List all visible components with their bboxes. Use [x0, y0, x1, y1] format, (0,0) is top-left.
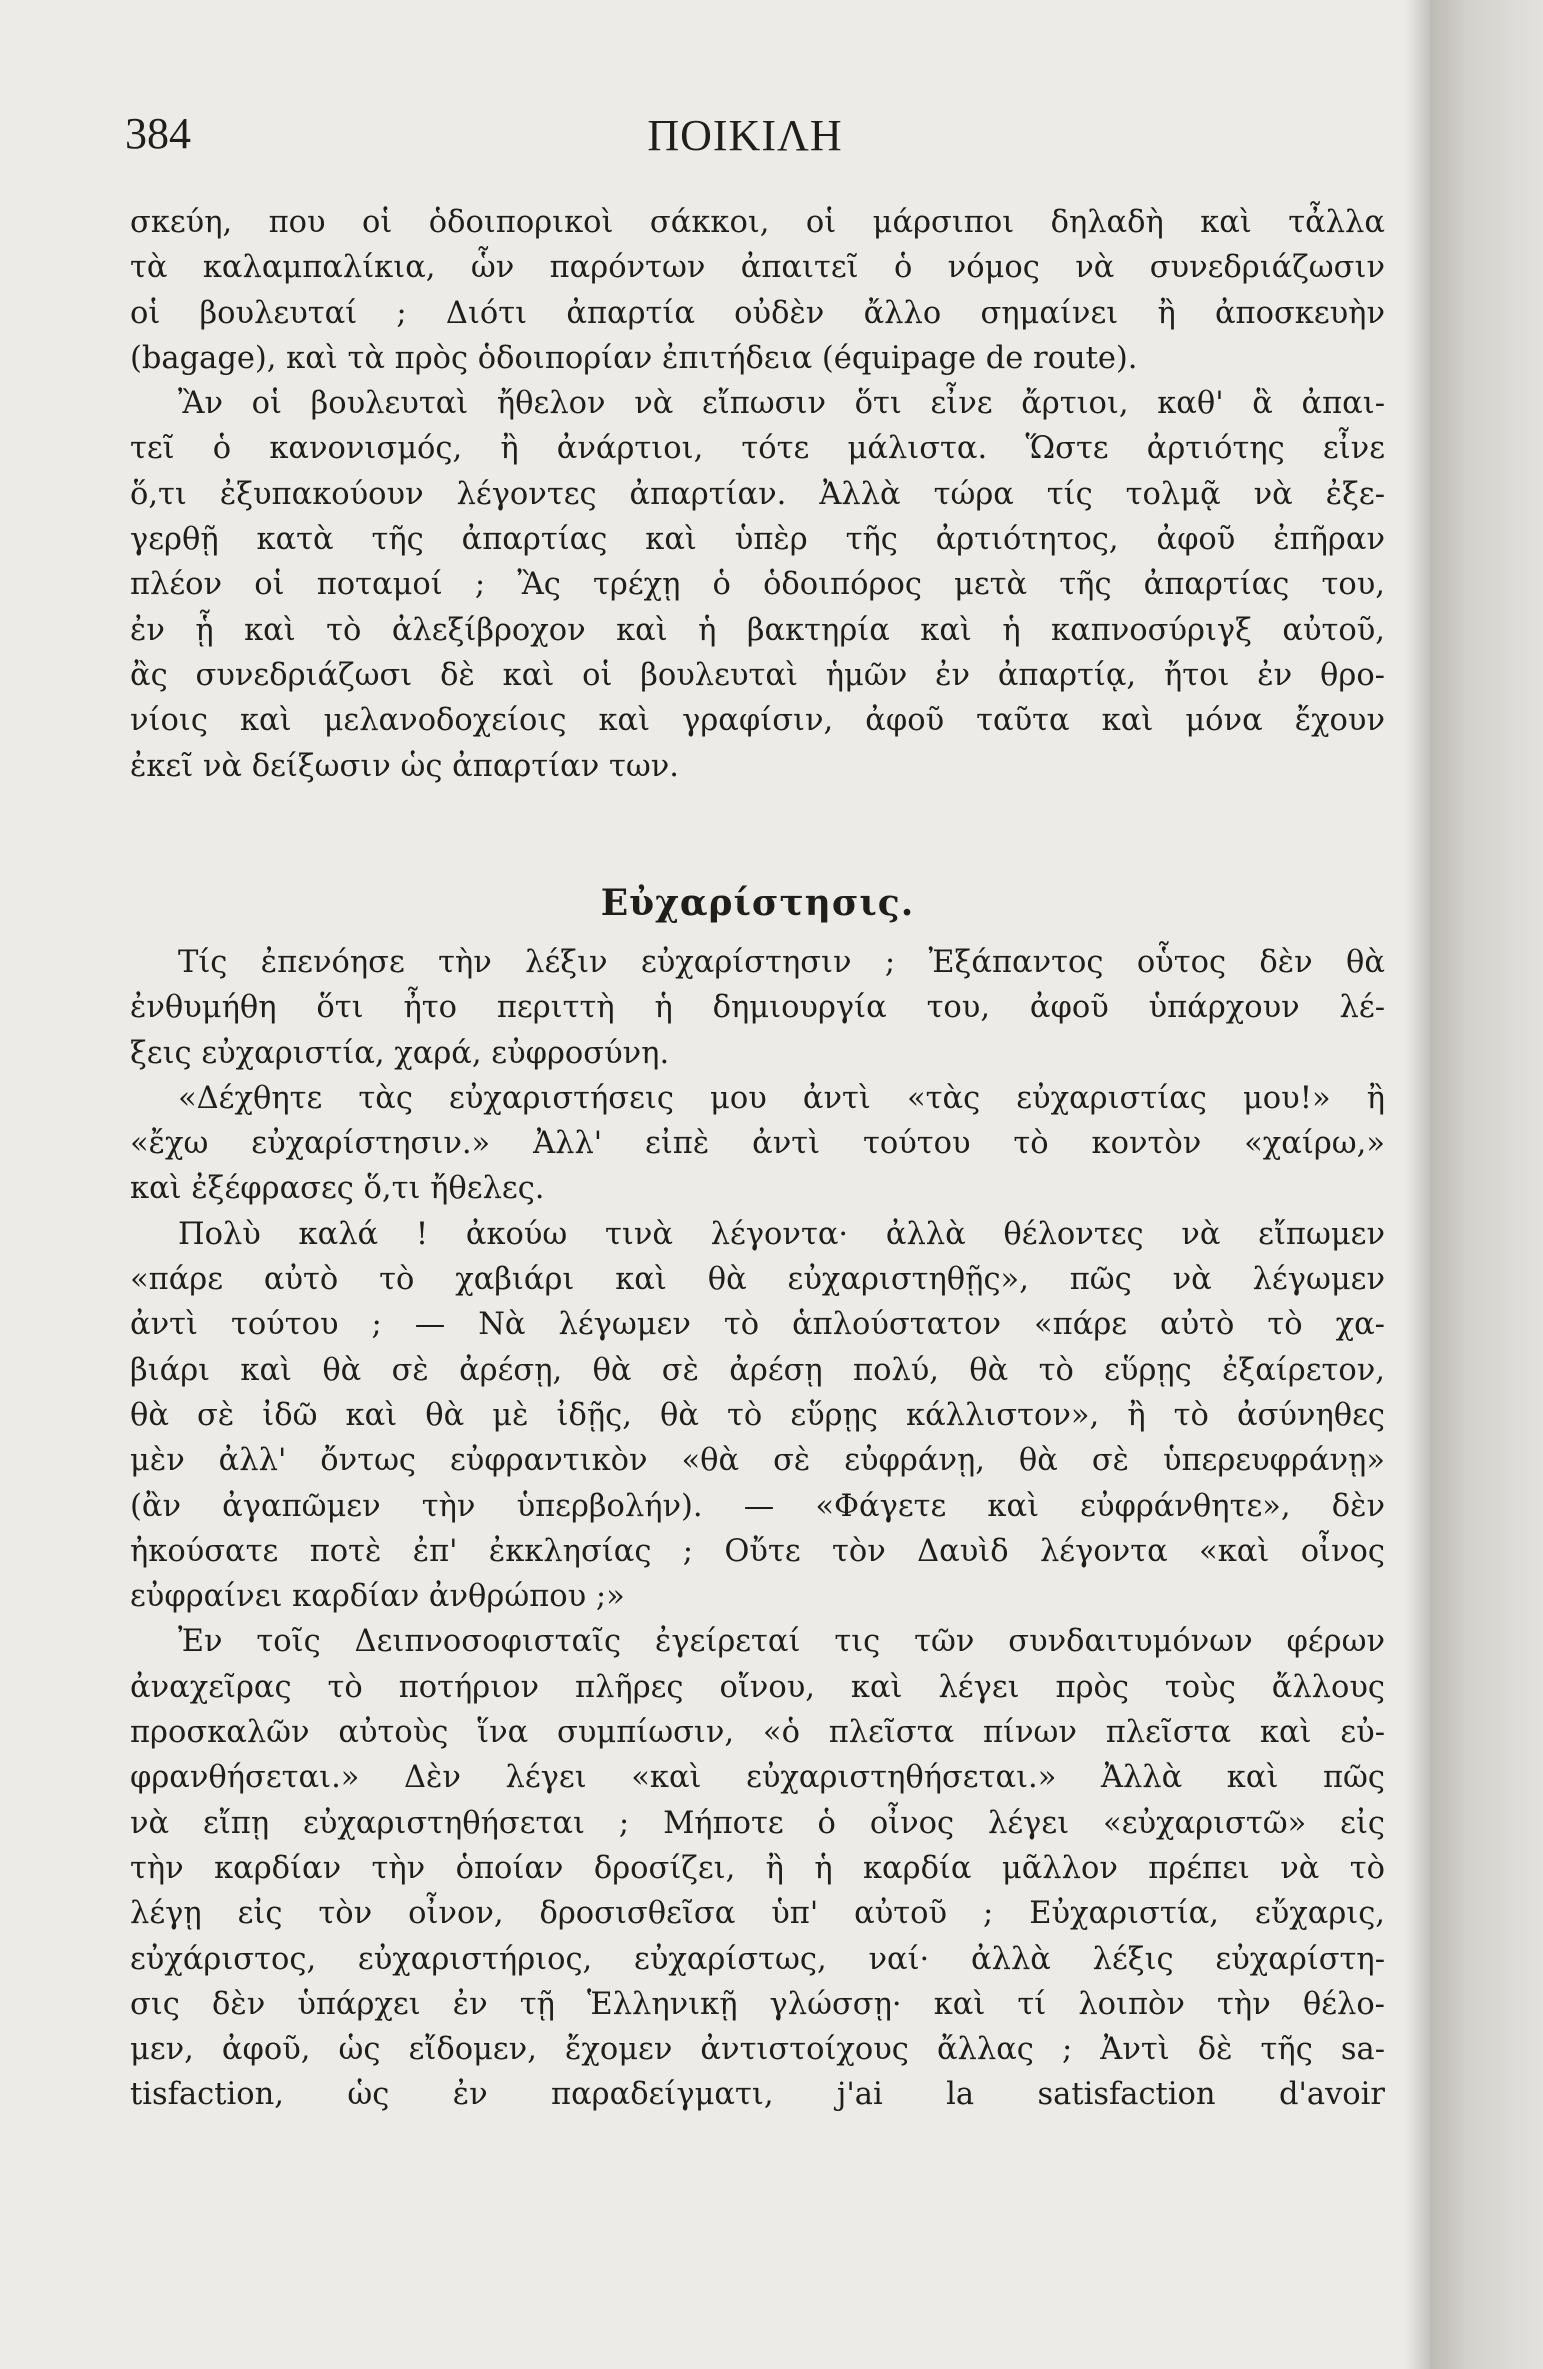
book-gutter	[1430, 0, 1543, 2369]
text-line: «ἔχω εὐχαρίστησιν.» Ἀλλ' εἰπὲ ἀντὶ τούτου τὸ κοντὸν «χαίρω,»	[130, 1126, 1385, 1162]
text-line: μεν, ἀφοῦ, ὡς εἴδομεν, ἔχομεν ἀντιστοίχους ἄλλας ; Ἀντὶ δὲ τῆς sa-	[130, 2032, 1385, 2068]
text-line: Ἂν οἱ βουλευταὶ ἤθελον νὰ εἴπωσιν ὅτι εἶνε ἄρτιοι, καθ' ἃ ἀπαι-	[178, 386, 1385, 422]
text-line: οἱ βουλευταί ; Διότι ἀπαρτία οὐδὲν ἄλλο σημαίνει ἢ ἀποσκευὴν	[130, 295, 1385, 331]
text-line: ὅ,τι ἐξυπακούουν λέγοντες ἀπαρτίαν. Ἀλλὰ τώρα τίς τολμᾷ νὰ ἐξε-	[130, 476, 1385, 512]
text-line: ἐνθυμήθη ὅτι ἦτο περιττὴ ἡ δημιουργία του, ἀφοῦ ὑπάρχουν λέ-	[130, 990, 1385, 1026]
text-line: (ἂν ἀγαπῶμεν τὴν ὑπερβολήν). — «Φάγετε καὶ εὐφράνθητε», δὲν	[130, 1488, 1385, 1524]
text-line: τὴν καρδίαν τὴν ὁποίαν δροσίζει, ἢ ἡ καρδία μᾶλλον πρέπει νὰ τὸ	[130, 1850, 1385, 1886]
text-line: τὰ καλαμπαλίκια, ὧν παρόντων ἀπαιτεῖ ὁ νόμος νὰ συνεδριάζωσιν	[130, 250, 1385, 286]
text-line: μὲν ἀλλ' ὄντως εὐφραντικὸν «θὰ σὲ εὐφράνῃ, θὰ σὲ ὑπερευφράνῃ»	[130, 1443, 1385, 1479]
paragraph-eucharistisis	[130, 940, 1385, 2118]
page-number: 384	[125, 109, 191, 158]
text-line: ἂς συνεδριάζωσι δὲ καὶ οἱ βουλευταὶ ἡμῶν ἐν ἀπαρτίᾳ, ἤτοι ἐν θρο-	[130, 657, 1385, 693]
text-line: Πολὺ καλά ! ἀκούω τινὰ λέγοντα· ἀλλὰ θέλοντες νὰ εἴπωμεν	[178, 1216, 1385, 1252]
text-line: «πάρε αὐτὸ τὸ χαβιάρι καὶ θὰ εὐχαριστηθῇς», πῶς νὰ λέγωμεν	[130, 1262, 1385, 1298]
text-line: γερθῇ κατὰ τῆς ἀπαρτίας καὶ ὑπὲρ τῆς ἀρτιότητος, ἀφοῦ ἐπῆραν	[130, 522, 1385, 558]
text-line: ἐκεῖ νὰ δείξωσιν ὡς ἀπαρτίαν των.	[130, 748, 679, 784]
text-line: εὐχάριστος, εὐχαριστήριος, εὐχαρίστως, ναί· ἀλλὰ λέξις εὐχαρίστη-	[130, 1941, 1385, 1977]
text-line: θὰ σὲ ἰδῶ καὶ θὰ μὲ ἰδῇς, θὰ τὸ εὕρῃς κάλλιστον», ἢ τὸ ἀσύνηθες	[130, 1397, 1385, 1433]
text-line: σκεύη, που οἱ ὁδοιπορικοὶ σάκκοι, οἱ μάρσιποι δηλαδὴ καὶ τἆλλα	[130, 205, 1385, 240]
text-line: λέγῃ εἰς τὸν οἶνον, δροσισθεῖσα ὑπ' αὐτοῦ ; Εὐχαριστία, εὔχαρις,	[130, 1896, 1385, 1932]
text-line: Τίς ἐπενόησε τὴν λέξιν εὐχαρίστησιν ; Ἐξάπαντος οὗτος δὲν θὰ	[178, 945, 1385, 980]
text-line: ἀντὶ τούτου ; — Νὰ λέγωμεν τὸ ἁπλούστατον «πάρε αὐτὸ τὸ χα-	[130, 1307, 1385, 1343]
section-heading: Εὐχαρίστησις.	[600, 882, 915, 924]
text-line: βιάρι καὶ θὰ σὲ ἀρέσῃ, θὰ σὲ ἀρέσῃ πολύ, θὰ τὸ εὕρῃς ἐξαίρετον,	[130, 1352, 1385, 1388]
text-line: ἠκούσατε ποτὲ ἐπ' ἐκκλησίας ; Οὔτε τὸν Δαυὶδ λέγοντα «καὶ οἶνος	[130, 1533, 1385, 1569]
page-header	[125, 108, 1365, 168]
text-line: tisfaction, ὡς ἐν παραδείγματι, j'ai la satisfaction d'avoir	[130, 2077, 1385, 2113]
page-edge-shadow	[1405, 0, 1431, 2369]
text-line: προσκαλῶν αὐτοὺς ἵνα συμπίωσιν, «ὁ πλεῖστα πίνων πλεῖστα καὶ εὐ-	[130, 1715, 1385, 1751]
text-line: νὰ εἴπῃ εὐχαριστηθήσεται ; Μήποτε ὁ οἶνος λέγει «εὐχαριστῶ» εἰς	[130, 1805, 1385, 1841]
text-line: Ἐν τοῖς Δειπνοσοφισταῖς ἐγείρεταί τις τῶν συνδαιτυμόνων φέρων	[178, 1624, 1385, 1660]
text-line: «Δέχθητε τὰς εὐχαριστήσεις μου ἀντὶ «τὰς εὐχαριστίας μου!» ἢ	[178, 1080, 1385, 1116]
text-line: ἀναχεῖρας τὸ ποτήριον πλῆρες οἴνου, καὶ λέγει πρὸς τοὺς ἄλλους	[130, 1669, 1385, 1705]
text-line: (bagage), καὶ τὰ πρὸς ὁδοιπορίαν ἐπιτήδεια (équipage de route).	[130, 340, 1138, 376]
text-line: ξεις εὐχαριστία, χαρά, εὐφροσύνη.	[130, 1035, 670, 1071]
text-line: ἐν ᾗ καὶ τὸ ἀλεξίβροχον καὶ ἡ βακτηρία καὶ ἡ καπνοσύριγξ αὐτοῦ,	[130, 612, 1385, 648]
text-line: νίοις καὶ μελανοδοχείοις καὶ γραφίσιν, ἀφοῦ ταῦτα καὶ μόνα ἔχουν	[130, 703, 1385, 739]
text-line: φρανθήσεται.» Δὲν λέγει «καὶ εὐχαριστηθήσεται.» Ἀλλὰ καὶ πῶς	[130, 1760, 1385, 1796]
running-title: ΠΟΙΚΙΛΗ	[647, 111, 843, 160]
text-line: σις δὲν ὑπάρχει ἐν τῇ Ἑλληνικῇ γλώσσῃ· καὶ τί λοιπὸν τὴν θέλο-	[130, 1986, 1385, 2022]
paragraph-apartia	[130, 200, 1385, 789]
text-line: πλέον οἱ ποταμοί ; Ἂς τρέχῃ ὁ ὁδοιπόρος μετὰ τῆς ἀπαρτίας του,	[130, 567, 1385, 603]
text-line: τεῖ ὁ κανονισμός, ἢ ἀνάρτιοι, τότε μάλιστα. Ὥστε ἀρτιότης εἶνε	[130, 431, 1385, 467]
text-line: καὶ ἐξέφρασες ὅ,τι ἤθελες.	[130, 1171, 545, 1207]
text-line: εὐφραίνει καρδίαν ἀνθρώπου ;»	[130, 1579, 625, 1615]
